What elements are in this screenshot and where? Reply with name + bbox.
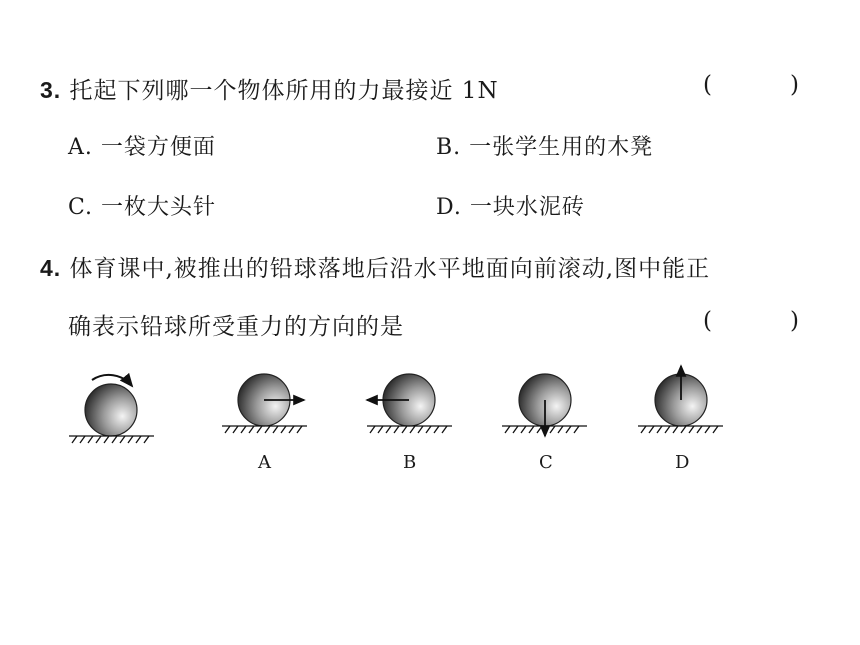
- question-4-stem-line-2: 确表示铅球所受重力的方向的是: [68, 314, 404, 340]
- shot-put-figure: [64, 360, 730, 475]
- question-3-option-b: B. 一张学生用的木凳: [436, 135, 654, 160]
- question-4-stem-line-1: [40, 250, 710, 283]
- figure-option-b: [367, 374, 452, 433]
- figure-label-c: C: [539, 452, 553, 473]
- question-3-number: 3.: [40, 77, 62, 103]
- question-4-number: 4.: [40, 255, 62, 281]
- question-4-answer-paren-close: ): [790, 308, 799, 334]
- question-3-option-a: A. 一袋方便面: [68, 135, 216, 160]
- figure-label-b: B: [403, 452, 417, 473]
- question-4-text-line-1: 体育课中,被推出的铅球落地后沿水平地面向前滚动,图中能正: [69, 256, 711, 282]
- question-4-answer-paren-open: (: [703, 308, 712, 334]
- shot-put-ball: [85, 384, 137, 436]
- figure-option-a: [222, 374, 307, 433]
- original-ball-group: [69, 375, 154, 443]
- question-3-answer-paren-close: ): [790, 72, 799, 98]
- question-3-answer-paren-open: (: [703, 72, 712, 98]
- figure-option-d: [638, 366, 723, 433]
- question-3-text: 托起下列哪一个物体所用的力最接近 1N: [69, 78, 499, 104]
- figure-label-a: A: [258, 452, 271, 473]
- figure-option-c: [502, 374, 587, 436]
- ground-hatch: [638, 426, 723, 433]
- ground-hatch: [367, 426, 452, 433]
- figure-label-d: D: [675, 452, 690, 473]
- ground-hatch: [222, 426, 307, 433]
- ground-hatch: [69, 436, 154, 443]
- question-3-option-d: D. 一块水泥砖: [436, 195, 585, 220]
- question-3-option-c: C. 一枚大头针: [68, 195, 217, 220]
- question-3-stem: [40, 72, 499, 105]
